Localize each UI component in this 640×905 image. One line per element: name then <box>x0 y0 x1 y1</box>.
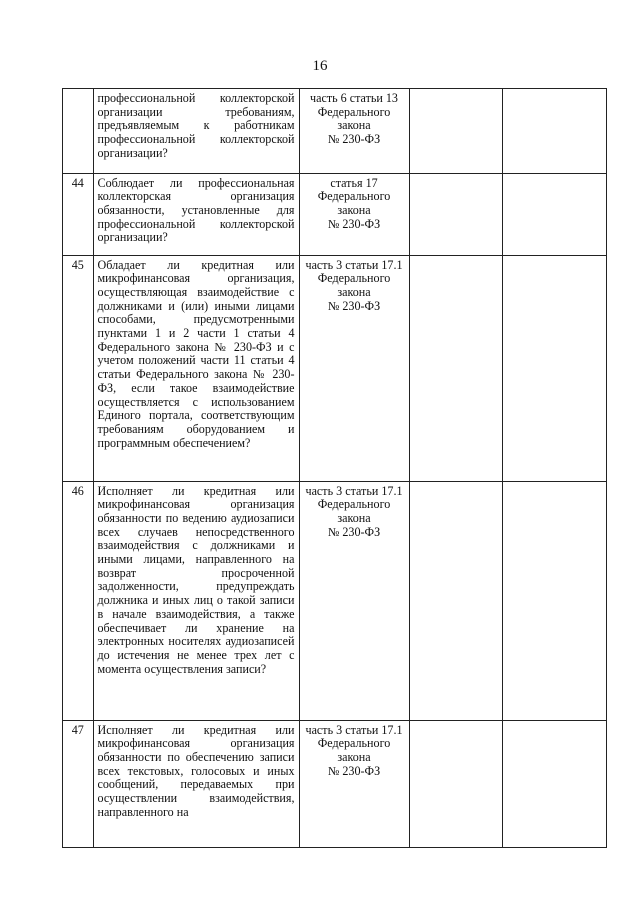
row-number-cell: 46 <box>63 481 93 720</box>
answer-cell <box>409 255 502 481</box>
legal-reference-cell <box>299 481 409 720</box>
note-cell <box>502 89 606 173</box>
question-cell: профессиональной коллекторской организации требованиям, предъявляемым к работникам профессиональной коллекторской организации? <box>93 89 299 173</box>
row-number-cell: 44 <box>63 173 93 255</box>
row-number-cell: 45 <box>63 255 93 481</box>
checklist-table <box>63 89 606 847</box>
table-row <box>63 481 606 720</box>
legal-reference-text: часть 3 статьи 17.1 Федерального закона № 230-ФЗ <box>305 257 403 313</box>
note-cell <box>502 173 606 255</box>
table-row <box>63 173 606 255</box>
question-cell: Исполняет ли кредитная или микрофинансовая организация обязанности по ведению аудиозаписи всех случаев непосредственного взаимодействия с должниками и иными лицами, направленного на возврат просроченной задолженности, предупреждать должника и иных лиц о такой записи в начале взаимодействия, а также обеспечивает ли хранение на электронных носителях аудиозаписей до истечения не менее трех лет с момента осуществления записи? <box>93 481 299 720</box>
legal-reference-cell <box>299 255 409 481</box>
table-row <box>63 720 606 847</box>
legal-reference-text: часть 3 статьи 17.1 Федерального закона № 230-ФЗ <box>305 722 403 778</box>
legal-reference-text: часть 6 статьи 13 Федерального закона № 230-ФЗ <box>310 91 398 147</box>
row-number-cell <box>63 89 93 173</box>
answer-cell <box>409 481 502 720</box>
legal-reference-text: статья 17 Федерального закона № 230-ФЗ <box>317 175 391 231</box>
table-row <box>63 89 606 173</box>
question-cell: Обладает ли кредитная или микрофинансовая организация, осуществляющая взаимодействие с должниками и (или) иными лицами способами, предусмотренными пунктами 1 и 2 части 1 статьи 4 Федерального закона № 230-ФЗ и с учетом положений части 11 статьи 4 статьи Федерального закона № 230-ФЗ, если такое взаимодействие осуществляется с использованием Единого портала, соответствующим требованиям оборудованием и программным обеспечением? <box>93 255 299 481</box>
legal-reference-cell <box>299 173 409 255</box>
legal-reference-cell <box>299 89 409 173</box>
note-cell <box>502 481 606 720</box>
checklist-table-frame <box>62 88 607 848</box>
row-number-cell: 47 <box>63 720 93 847</box>
answer-cell <box>409 173 502 255</box>
legal-reference-cell <box>299 720 409 847</box>
page-number: 16 <box>312 58 328 74</box>
question-cell: Соблюдает ли профессиональная коллекторская организация обязанности, установленные для профессиональной коллекторской организации? <box>93 173 299 255</box>
answer-cell <box>409 89 502 173</box>
note-cell <box>502 255 606 481</box>
legal-reference-text: часть 3 статьи 17.1 Федерального закона № 230-ФЗ <box>305 483 403 539</box>
question-cell: Исполняет ли кредитная или микрофинансовая организация обязанности по обеспечению записи всех текстовых, голосовых и иных сообщений, передаваемых при осуществлении взаимодействия, направленного на <box>93 720 299 847</box>
table-row <box>63 255 606 481</box>
answer-cell <box>409 720 502 847</box>
note-cell <box>502 720 606 847</box>
